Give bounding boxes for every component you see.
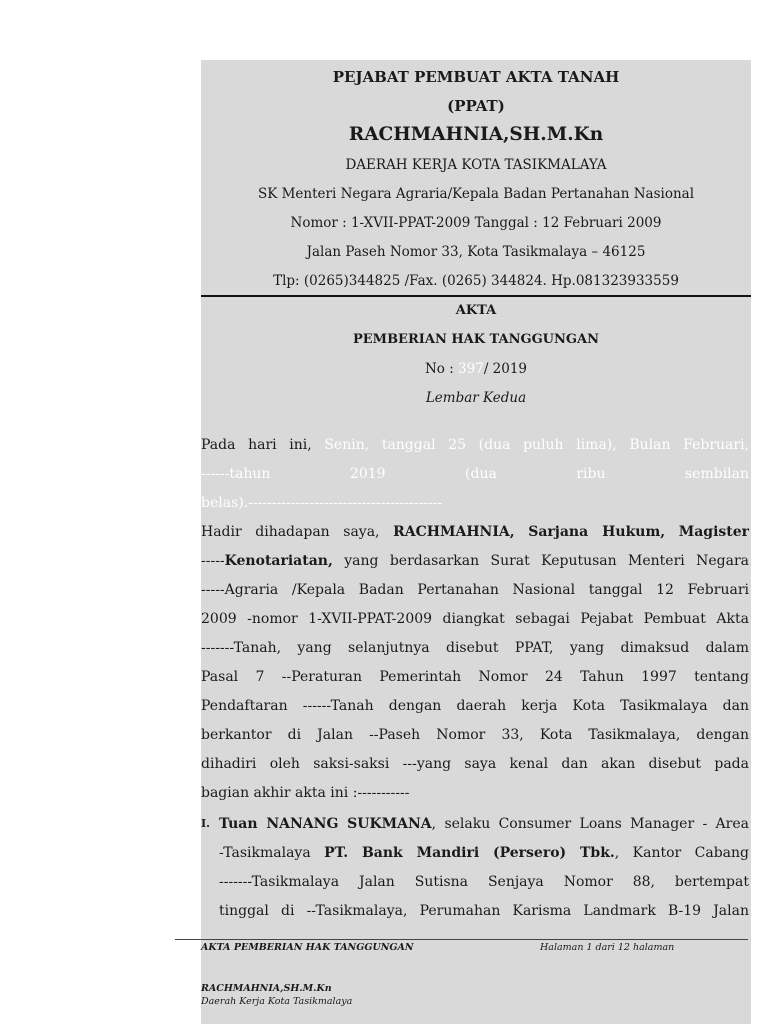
p2-line-4: 2009 -nomor 1-XVII-PPAT-2009 diangkat sebagai Pejabat Pembuat Akta — [201, 611, 749, 627]
contact-line: Tlp: (0265)344825 /Fax. (0265) 344824. Hp.081323933559 — [273, 273, 679, 289]
footer-doc-title: AKTA PEMBERIAN HAK TANGGUNGAN — [201, 942, 414, 953]
party-bank: PT. Bank Mandiri (Persero) Tbk. — [324, 845, 615, 861]
p2-line-10: bagian akhir akta ini :----------- — [201, 785, 410, 801]
decree-line: Nomor : 1-XVII-PPAT-2009 Tanggal : 12 Februari 2009 — [290, 215, 662, 231]
p2-bold-name: RACHMAHNIA, — [393, 524, 515, 540]
official-name: RACHMAHNIA,SH.M.Kn — [348, 124, 604, 145]
p2-line-8: berkantor di Jalan --Paseh Nomor 33, Kota Tasikmalaya, dengan — [201, 727, 749, 743]
p1-line-3: belas).----------------------------------------- — [201, 495, 443, 511]
work-area: DAERAH KERJA KOTA TASIKMALAYA — [345, 157, 607, 173]
deed-number-value: 397 — [458, 361, 484, 377]
p2-bold-title: Kenotariatan, — [224, 553, 333, 569]
p2-bold-degree: Sarjana Hukum, — [528, 524, 666, 540]
p2-line-9: dihadiri oleh saksi-saksi ---yang saya kenal dan akan disebut pada — [201, 756, 749, 772]
party-number: I. — [201, 817, 210, 830]
p2-line-3: -----Agraria /Kepala Badan Pertanahan Nasional tanggal 12 Februari — [201, 582, 749, 598]
p1-lead: Pada hari ini, — [201, 437, 312, 453]
sheet-label: Lembar Kedua — [425, 390, 527, 406]
p2-line-1 — [201, 522, 749, 542]
p2-text: Hadir dihadapan saya, — [201, 524, 380, 540]
footer-rule — [175, 939, 748, 940]
office-abbr: (PPAT) — [447, 97, 505, 115]
footer-page-number: Halaman 1 dari 12 halaman — [540, 942, 675, 953]
office-title: PEJABAT PEMBUAT AKTA TANAH — [332, 68, 620, 86]
deed-number — [201, 361, 751, 377]
p2-line-2 — [201, 551, 749, 571]
p2-line-5: -------Tanah, yang selanjutnya disebut PPAT, yang dimaksud dalam — [201, 640, 749, 656]
p2-text: yang berdasarkan Surat Keputusan Menteri Negara — [344, 553, 750, 569]
footer-official-name: RACHMAHNIA,SH.M.Kn — [201, 983, 332, 994]
party-text: , Kantor Cabang — [614, 845, 749, 861]
footer-work-area: Daerah Kerja Kota Tasikmalaya — [201, 996, 353, 1007]
p2-line-6: Pasal 7 --Peraturan Pemerintah Nomor 24 Tahun 1997 tentang — [201, 669, 749, 685]
party-line-1 — [219, 814, 749, 834]
p2-bold-master: Magister — [678, 524, 750, 540]
party-line-2 — [219, 843, 749, 863]
party-text: , selaku Consumer Loans Manager - Area — [431, 816, 749, 832]
p1-word: ------tahun — [201, 466, 271, 482]
party-name: Tuan NANANG SUKMANA — [219, 816, 432, 832]
p1-word: ribu — [576, 466, 606, 482]
p1-word: (dua — [465, 466, 497, 482]
p1-word: 2019 — [349, 466, 386, 482]
deed-subtitle: PEMBERIAN HAK TANGGUNGAN — [353, 332, 599, 347]
p1-line-1 — [201, 435, 749, 455]
address-line: Jalan Paseh Nomor 33, Kota Tasikmalaya – 46125 — [306, 244, 646, 260]
p1-date: Senin, tanggal 25 (dua puluh lima), Bulan Februari, — [324, 437, 750, 453]
p2-dash: ----- — [201, 553, 225, 569]
party-line-3: -------Tasikmalaya Jalan Sutisna Senjaya Nomor 88, bertempat — [219, 874, 749, 890]
p1-word: sembilan — [685, 466, 750, 482]
p1-line-2 — [201, 464, 749, 484]
sk-line: SK Menteri Negara Agraria/Kepala Badan Pertanahan Nasional — [257, 186, 695, 202]
party-text: -Tasikmalaya — [219, 845, 311, 861]
party-line-4: tinggal di --Tasikmalaya, Perumahan Karisma Landmark B-19 Jalan — [219, 903, 749, 919]
header-rule — [201, 295, 751, 297]
p2-line-7: Pendaftaran ------Tanah dengan daerah kerja Kota Tasikmalaya dan — [201, 698, 749, 714]
deed-number-label: No : — [424, 361, 454, 377]
deed-number-year: / 2019 — [483, 361, 528, 377]
deed-title: AKTA — [455, 303, 497, 318]
